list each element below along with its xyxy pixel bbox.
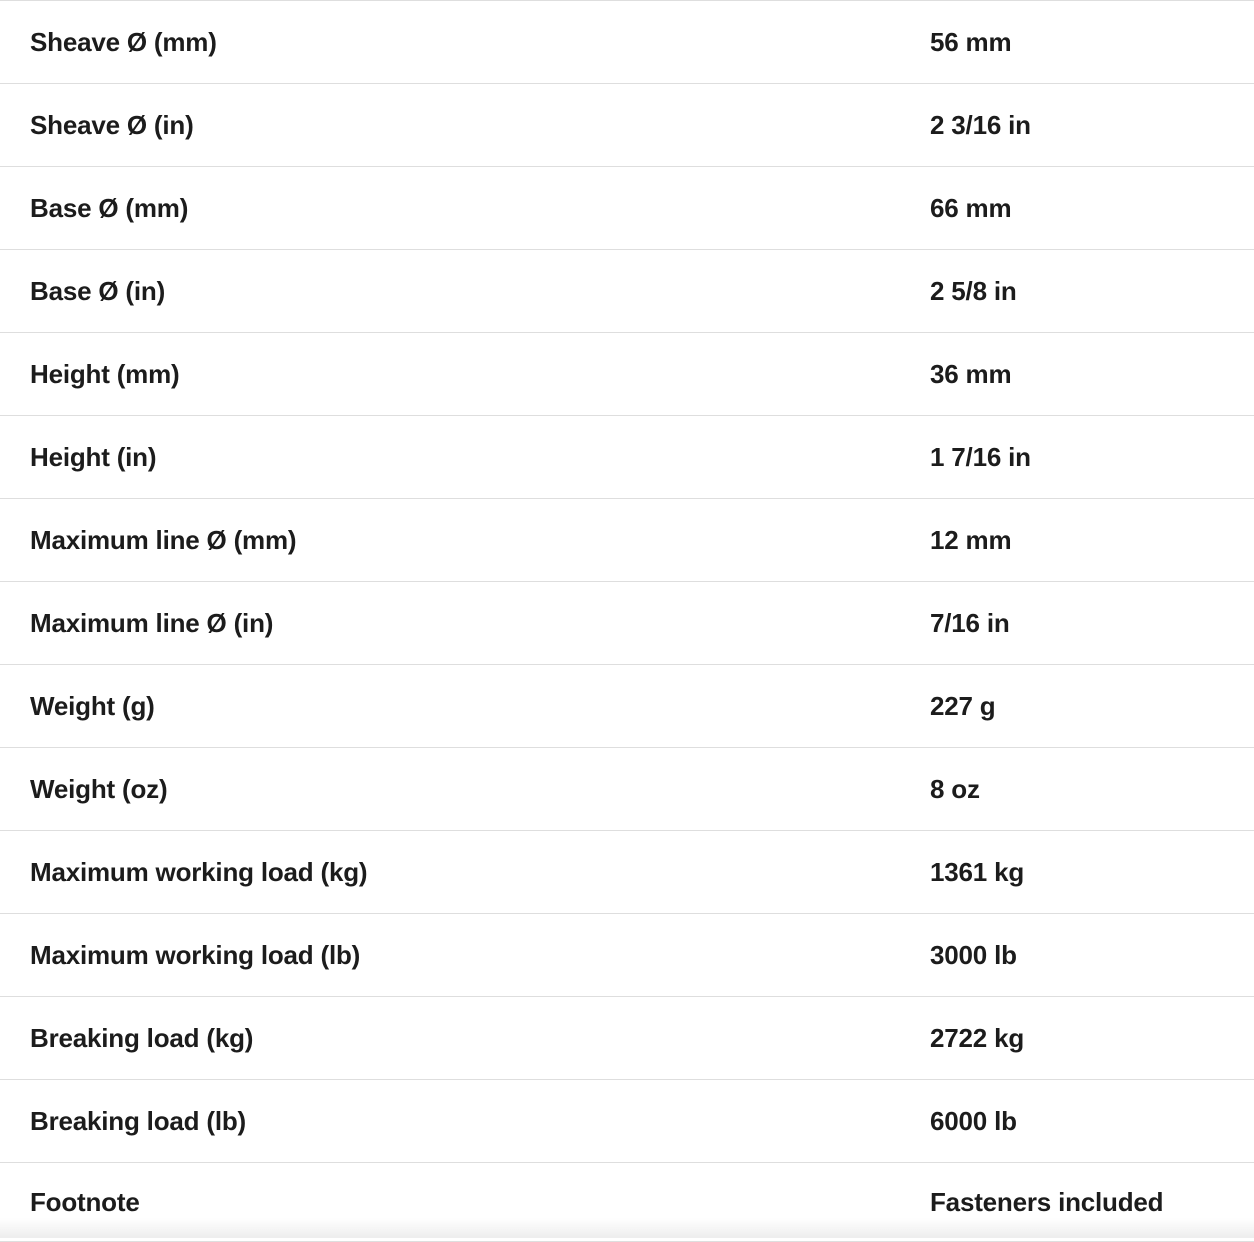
- table-row: [0, 250, 1254, 333]
- table-row: [0, 1, 1254, 84]
- table-row: [0, 84, 1254, 167]
- table-row: [0, 997, 1254, 1080]
- row-label: Breaking load (lb): [30, 1105, 246, 1136]
- table-row: [0, 167, 1254, 250]
- row-label: Weight (oz): [30, 773, 168, 804]
- row-value: 7/16 in: [930, 607, 1010, 638]
- table-row: [0, 333, 1254, 416]
- table-row: [0, 665, 1254, 748]
- row-label: Breaking load (kg): [30, 1022, 254, 1053]
- row-label: Base Ø (in): [30, 275, 166, 306]
- row-value: 8 oz: [930, 773, 980, 804]
- table-row: [0, 582, 1254, 665]
- row-label: Base Ø (mm): [30, 192, 189, 223]
- row-label: Height (mm): [30, 358, 180, 389]
- row-value: 1361 kg: [930, 856, 1025, 887]
- row-value: 66 mm: [930, 192, 1012, 223]
- row-value: 2 5/8 in: [930, 275, 1017, 306]
- row-value: 36 mm: [930, 358, 1012, 389]
- row-value: 3000 lb: [930, 939, 1017, 970]
- row-label: Sheave Ø (in): [30, 109, 194, 140]
- row-label: Maximum line Ø (in): [30, 607, 274, 638]
- row-value: 56 mm: [930, 26, 1012, 57]
- row-value: Fasteners included: [930, 1186, 1164, 1217]
- row-value: 12 mm: [930, 524, 1012, 555]
- row-value: 2 3/16 in: [930, 109, 1031, 140]
- row-label: Weight (g): [30, 690, 155, 721]
- table-row: [0, 914, 1254, 997]
- table-row: [0, 1080, 1254, 1163]
- table-row: [0, 499, 1254, 582]
- table-row: [0, 748, 1254, 831]
- table-row: [0, 831, 1254, 914]
- row-label: Sheave Ø (mm): [30, 26, 217, 57]
- row-label: Maximum working load (kg): [30, 856, 368, 887]
- row-value: 1 7/16 in: [930, 441, 1031, 472]
- row-label: Maximum working load (lb): [30, 939, 361, 970]
- table-row: [0, 416, 1254, 499]
- row-label: Footnote: [30, 1186, 140, 1217]
- row-label: Maximum line Ø (mm): [30, 524, 297, 555]
- row-value: 2722 kg: [930, 1022, 1025, 1053]
- row-value: 6000 lb: [930, 1105, 1017, 1136]
- table-row-footnote: [0, 1163, 1254, 1242]
- row-label: Height (in): [30, 441, 157, 472]
- specifications-table-body: [0, 1, 1254, 1242]
- row-value: 227 g: [930, 690, 996, 721]
